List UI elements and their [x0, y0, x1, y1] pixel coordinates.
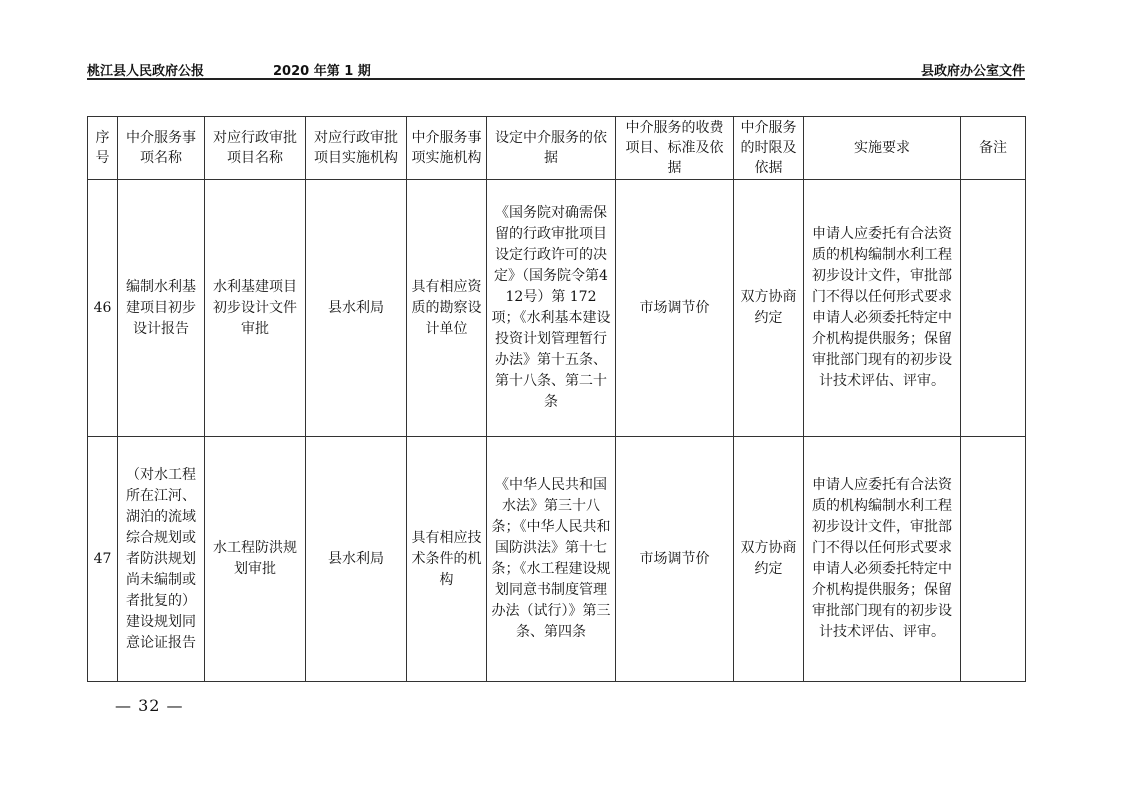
cell-provider: 具有相应资质的勘察设计单位 [407, 180, 487, 437]
table-row [88, 180, 1026, 437]
cell-fee: 市场调节价 [616, 180, 734, 437]
cell-no: 47 [88, 437, 118, 682]
col-header-approval: 对应行政审批项目名称 [205, 117, 306, 180]
col-header-no: 序号 [88, 117, 118, 180]
table-header-row [88, 117, 1026, 180]
cell-fee: 市场调节价 [616, 437, 734, 682]
cell-service: 编制水利基建项目初步设计报告 [118, 180, 205, 437]
cell-note [961, 437, 1026, 682]
table-row [88, 437, 1026, 682]
page-number: — 32 — [115, 696, 184, 715]
cell-provider: 具有相应技术条件的机构 [407, 437, 487, 682]
col-header-requirement: 实施要求 [804, 117, 961, 180]
page-header [87, 58, 1025, 78]
col-header-time: 中介服务的时限及依据 [734, 117, 804, 180]
col-header-note: 备注 [961, 117, 1026, 180]
header-rule [87, 78, 1025, 80]
cell-note [961, 180, 1026, 437]
issue-label: 2020 年第 1 期 [273, 64, 371, 79]
cell-agency: 县水利局 [306, 437, 407, 682]
intermediary-services-table [87, 116, 1026, 682]
cell-basis: 《中华人民共和国水法》第三十八条；《中华人民共和国防洪法》第十七条；《水工程建设规划同意书制度管理办法（试行）》第三条、第四条 [487, 437, 616, 682]
cell-approval: 水工程防洪规划审批 [205, 437, 306, 682]
cell-requirement: 申请人应委托有合法资质的机构编制水利工程初步设计文件，审批部门不得以任何形式要求申请人必须委托特定中介机构提供服务；保留审批部门现有的初步设计技术评估、评审。 [804, 437, 961, 682]
cell-approval: 水利基建项目初步设计文件审批 [205, 180, 306, 437]
col-header-basis: 设定中介服务的依据 [487, 117, 616, 180]
cell-basis: 《国务院对确需保留的行政审批项目设定行政许可的决定》（国务院令第412号）第 172 项；《水利基本建设投资计划管理暂行办法》第十五条、第十八条、第二十条 [487, 180, 616, 437]
cell-no: 46 [88, 180, 118, 437]
publication-title: 桃江县人民政府公报 [87, 64, 205, 79]
cell-requirement: 申请人应委托有合法资质的机构编制水利工程初步设计文件，审批部门不得以任何形式要求申请人必须委托特定中介机构提供服务；保留审批部门现有的初步设计技术评估、评审。 [804, 180, 961, 437]
cell-service: （对水工程所在江河、湖泊的流域综合规划或者防洪规划尚未编制或者批复的）建设规划同意论证报告 [118, 437, 205, 682]
cell-time: 双方协商约定 [734, 437, 804, 682]
col-header-agency: 对应行政审批项目实施机构 [306, 117, 407, 180]
col-header-fee: 中介服务的收费项目、标准及依据 [616, 117, 734, 180]
cell-agency: 县水利局 [306, 180, 407, 437]
cell-time: 双方协商约定 [734, 180, 804, 437]
document-category: 县政府办公室文件 [920, 64, 1025, 79]
col-header-provider: 中介服务事项实施机构 [407, 117, 487, 180]
col-header-service: 中介服务事项名称 [118, 117, 205, 180]
